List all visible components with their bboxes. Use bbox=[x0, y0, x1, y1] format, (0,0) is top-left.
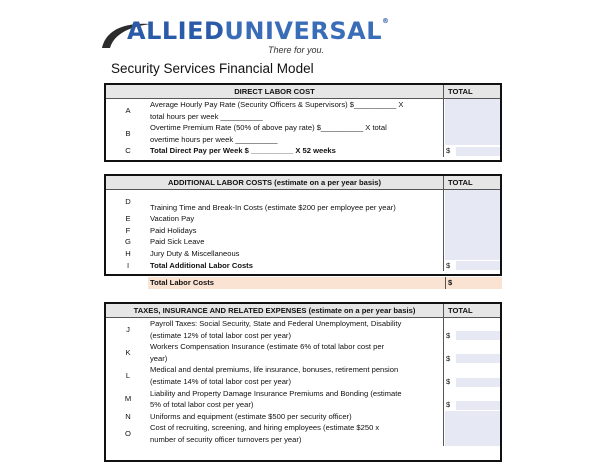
dollar-sign: $ bbox=[446, 330, 451, 340]
total-input-fill[interactable] bbox=[456, 331, 500, 340]
total-input-fill[interactable] bbox=[456, 401, 500, 410]
table-row bbox=[106, 99, 500, 122]
row-total-cell[interactable] bbox=[443, 260, 500, 272]
row-letter: G bbox=[125, 237, 131, 247]
total-column-header: TOTAL bbox=[443, 85, 500, 98]
row-description bbox=[150, 260, 443, 272]
table-row bbox=[106, 122, 500, 145]
additional-labor-costs-section bbox=[104, 174, 502, 276]
row-description bbox=[150, 236, 443, 248]
total-input-shade[interactable] bbox=[445, 422, 500, 445]
description-line: Total Direct Pay per Week $ __________ X 52 weeks bbox=[150, 146, 336, 156]
row-letter: L bbox=[125, 371, 131, 381]
total-input-shade[interactable] bbox=[445, 411, 500, 423]
section-header bbox=[106, 304, 500, 318]
row-letter: A bbox=[125, 105, 131, 115]
row-total-cell[interactable] bbox=[443, 364, 500, 387]
dollar-sign: $ bbox=[446, 376, 451, 386]
row-letter: I bbox=[126, 260, 130, 270]
row-letter: O bbox=[125, 429, 131, 439]
description-line: (estimate 14% of total labor cost per year) bbox=[150, 376, 291, 386]
description-line: (estimate 12% of total labor cost per year) bbox=[150, 330, 291, 340]
total-column-header: TOTAL bbox=[443, 304, 500, 317]
dollar-sign: $ bbox=[446, 400, 451, 410]
row-total-cell[interactable] bbox=[443, 99, 500, 122]
description-line: Vacation Pay bbox=[150, 214, 195, 224]
description-line: Paid Holidays bbox=[150, 225, 197, 235]
row-description bbox=[150, 248, 443, 260]
description-line: number of security officer turnovers per year) bbox=[150, 434, 302, 444]
description-line: total hours per week __________ bbox=[150, 111, 263, 121]
row-letter: N bbox=[125, 411, 131, 421]
description-line: Medical and dental premiums, life insurance, bonuses, retirement pension bbox=[150, 365, 399, 375]
row-total-cell[interactable] bbox=[443, 422, 500, 445]
description-line: Jury Duty & Miscellaneous bbox=[150, 248, 240, 258]
description-line: Total Additional Labor Costs bbox=[150, 260, 253, 270]
allied-universal-logo bbox=[100, 14, 390, 60]
total-input-fill[interactable] bbox=[456, 354, 500, 363]
row-total-cell[interactable] bbox=[443, 341, 500, 364]
row-description bbox=[150, 411, 443, 423]
row-description bbox=[150, 341, 443, 364]
row-description bbox=[150, 318, 443, 341]
total-input-shade[interactable] bbox=[445, 236, 500, 248]
row-letter: M bbox=[124, 394, 132, 404]
description-line: Cost of recruiting, screening, and hiring employees (estimate $250 x bbox=[150, 423, 380, 433]
table-row bbox=[106, 364, 500, 387]
row-description bbox=[150, 388, 443, 411]
row-total-cell[interactable] bbox=[443, 236, 500, 248]
logo-registered-mark: ® bbox=[382, 17, 390, 25]
total-input-shade[interactable] bbox=[445, 190, 500, 213]
section-rows bbox=[106, 99, 500, 157]
description-line: overtime hours per week __________ bbox=[150, 134, 278, 144]
description-line: year) bbox=[150, 353, 168, 363]
total-input-shade[interactable] bbox=[445, 122, 500, 145]
row-description bbox=[150, 213, 443, 225]
total-input-shade[interactable] bbox=[445, 213, 500, 225]
row-letter: C bbox=[125, 146, 131, 156]
row-total-cell[interactable] bbox=[443, 225, 500, 237]
table-row bbox=[106, 225, 500, 237]
total-labor-costs-value[interactable]: $ bbox=[445, 277, 502, 289]
row-total-cell[interactable] bbox=[443, 122, 500, 145]
description-line: Workers Compensation Insurance (estimate 6% of total labor cost per bbox=[150, 342, 385, 352]
total-input-shade[interactable] bbox=[445, 225, 500, 237]
total-input-fill[interactable] bbox=[456, 147, 500, 156]
section-rows bbox=[106, 190, 500, 271]
section-rows bbox=[106, 318, 500, 446]
dollar-sign: $ bbox=[446, 146, 451, 156]
row-total-cell[interactable] bbox=[443, 411, 500, 423]
table-row bbox=[106, 318, 500, 341]
description-line bbox=[150, 190, 439, 202]
row-description bbox=[150, 225, 443, 237]
section-header bbox=[106, 176, 500, 190]
total-labor-costs-label: Total Labor Costs bbox=[148, 277, 445, 289]
table-row bbox=[106, 145, 500, 157]
total-column-header: TOTAL bbox=[443, 176, 500, 189]
row-description bbox=[150, 422, 443, 445]
logo-wordmark bbox=[127, 17, 390, 45]
row-total-cell[interactable] bbox=[443, 248, 500, 260]
row-description bbox=[150, 122, 443, 145]
row-total-cell[interactable] bbox=[443, 318, 500, 341]
table-row bbox=[106, 411, 500, 423]
row-description bbox=[150, 190, 443, 213]
row-letter: B bbox=[125, 128, 131, 138]
total-input-shade[interactable] bbox=[445, 99, 500, 122]
section-title: ADDITIONAL LABOR COSTS (estimate on a per year basis) bbox=[168, 178, 381, 187]
table-row bbox=[106, 190, 500, 213]
row-total-cell[interactable] bbox=[443, 145, 500, 157]
section-title: TAXES, INSURANCE AND RELATED EXPENSES (estimate on a per year basis) bbox=[133, 306, 416, 315]
row-letter: K bbox=[125, 347, 131, 357]
logo-tagline: There for you. bbox=[268, 45, 325, 55]
total-input-fill[interactable] bbox=[456, 378, 500, 387]
dollar-sign: $ bbox=[446, 260, 451, 270]
table-row bbox=[106, 260, 500, 272]
total-labor-costs-row bbox=[104, 277, 502, 289]
row-description bbox=[150, 99, 443, 122]
table-row bbox=[106, 388, 500, 411]
section-header bbox=[106, 85, 500, 99]
logo-brand-allied: ALLIED bbox=[127, 17, 225, 45]
logo-brand-universal: UNIVERSAL bbox=[224, 17, 383, 45]
description-line: Payroll Taxes: Social Security, State and Federal Unemployment, Disability bbox=[150, 319, 402, 328]
table-row bbox=[106, 422, 500, 445]
table-row bbox=[106, 236, 500, 248]
description-line: Overtime Premium Rate (50% of above pay rate) $__________ X total bbox=[150, 123, 387, 133]
table-row bbox=[106, 341, 500, 364]
section-title: DIRECT LABOR COST bbox=[234, 87, 315, 96]
table-row bbox=[106, 248, 500, 260]
description-line: 5% of total labor cost per year) bbox=[150, 400, 254, 410]
row-letter: F bbox=[125, 225, 131, 235]
total-input-fill[interactable] bbox=[456, 261, 500, 270]
row-total-cell[interactable] bbox=[443, 190, 500, 213]
description-line: Paid Sick Leave bbox=[150, 237, 205, 247]
row-total-cell[interactable] bbox=[443, 388, 500, 411]
description-line: Liability and Property Damage Insurance Premiums and Bonding (estimate bbox=[150, 388, 402, 398]
row-description bbox=[150, 364, 443, 387]
direct-labor-cost-section bbox=[104, 83, 502, 162]
row-letter: J bbox=[126, 324, 130, 334]
description-line: Average Hourly Pay Rate (Security Officers & Supervisors) $__________ X bbox=[150, 100, 404, 109]
taxes-insurance-section bbox=[104, 302, 502, 462]
total-input-shade[interactable] bbox=[445, 248, 500, 260]
table-row bbox=[106, 213, 500, 225]
row-letter: E bbox=[125, 214, 131, 224]
document-title: Security Services Financial Model bbox=[111, 61, 314, 76]
description-line: Uniforms and equipment (estimate $500 per security officer) bbox=[150, 411, 352, 421]
row-description bbox=[150, 145, 443, 157]
row-letter: D bbox=[125, 196, 131, 206]
description-line: Training Time and Break-In Costs (estimate $200 per employee per year) bbox=[150, 202, 396, 212]
dollar-sign: $ bbox=[446, 353, 451, 363]
row-total-cell[interactable] bbox=[443, 213, 500, 225]
row-letter: H bbox=[125, 248, 131, 258]
